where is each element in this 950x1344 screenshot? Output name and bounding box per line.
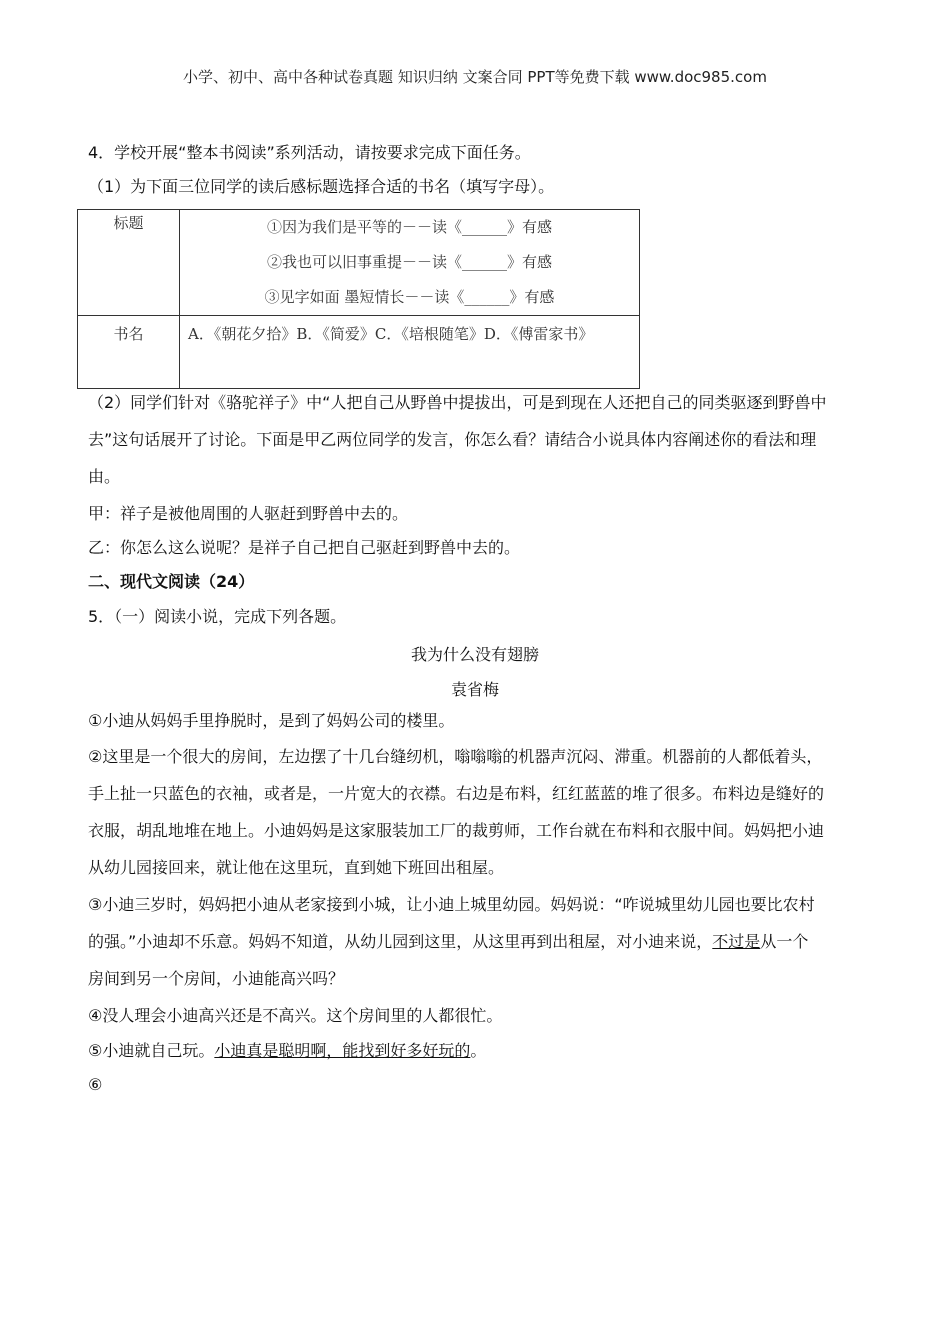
- paragraph-4: ④没人理会小迪高兴还是不高兴。这个房间里的人都很忙。: [88, 1006, 503, 1025]
- book-title-table: [77, 209, 640, 389]
- paragraph-2-line3: 衣服，胡乱地堆在地上。小迪妈妈是这家服装加工厂的裁剪师，工作台就在布料和衣服中间。妈妈把小迪: [88, 821, 825, 840]
- question-4-sub2-line3: 由。: [88, 467, 121, 486]
- question-4-stem: 4．学校开展“整本书阅读”系列活动，请按要求完成下面任务。: [88, 143, 531, 162]
- question-4-sub1: （1）为下面三位同学的读后感标题选择合适的书名（填写字母）。: [88, 177, 555, 196]
- table-label-title: 标题: [78, 210, 180, 316]
- story-author: 袁省梅: [450, 680, 499, 699]
- title-option-2: ②我也可以旧事重提－－读《______》有感: [266, 253, 552, 271]
- underlined-phrase-1: 不过是: [712, 932, 761, 951]
- student-yi-statement: 乙：你怎么这么说呢？是祥子自己把自己驱赶到野兽中去的。: [88, 538, 521, 557]
- paragraph-3-line2: 的强。”小迪却不乐意。妈妈不知道，从幼儿园到这里，从这里再到出租屋，对小迪来说，不过是从一个: [88, 932, 809, 951]
- paragraph-3-line3: 房间到另一个房间，小迪能高兴吗？: [88, 969, 345, 988]
- paragraph-2-line1: ②这里是一个很大的房间，左边摆了十几台缝纫机，嗡嗡嗡的机器声沉闷、滞重。机器前的人都低着头，: [88, 747, 823, 766]
- paragraph-1: ①小迪从妈妈手里挣脱时，是到了妈妈公司的楼里。: [88, 711, 455, 730]
- table-titles-cell: [180, 210, 640, 316]
- table-label-books: 书名: [78, 316, 180, 389]
- paragraph-5: ⑤小迪就自己玩。小迪真是聪明啊，能找到好多好玩的。: [88, 1041, 487, 1060]
- student-jia-statement: 甲：祥子是被他周围的人驱赶到野兽中去的。: [88, 504, 409, 523]
- paragraph-2-line2: 手上扯一只蓝色的衣袖，或者是，一片宽大的衣襟。右边是布料，红红蓝蓝的堆了很多。布料边是缝好的: [88, 784, 825, 803]
- story-title: 我为什么没有翅膀: [410, 645, 539, 664]
- title-option-1: ①因为我们是平等的－－读《______》有感: [266, 218, 552, 236]
- paragraph-2-line4: 从幼儿园接回来，就让他在这里玩，直到她下班回出租屋。: [88, 858, 505, 877]
- question-5-stem: 5．（一）阅读小说，完成下列各题。: [88, 607, 347, 626]
- section-2-heading: 二、现代文阅读（24）: [88, 572, 255, 591]
- question-4-sub2-line2: 去”这句话展开了讨论。下面是甲乙两位同学的发言，你怎么看？请结合小说具体内容阐述你的看法和理: [88, 430, 817, 449]
- question-4-sub2-line1: （2）同学们针对《骆驼祥子》中“人把自己从野兽中提拔出，可是到现在人还把自己的同类驱逐到野兽中: [88, 393, 827, 412]
- title-option-3: ③见字如面 墨短情长－－读《______》有感: [264, 288, 555, 306]
- paragraph-6: ⑥: [88, 1075, 103, 1094]
- paragraph-3-line1: ③小迪三岁时，妈妈把小迪从老家接到小城，让小迪上城里幼园。妈妈说：“咋说城里幼儿园也要比农村: [88, 895, 815, 914]
- underlined-phrase-2: 小迪真是聪明啊，能找到好多好玩的: [214, 1041, 471, 1060]
- page-header: 小学、初中、高中各种试卷真题 知识归纳 文案合同 PPT等免费下载 www.doc985.com: [183, 68, 767, 86]
- table-books-cell: A．《朝花夕拾》B．《简爱》C．《培根随笔》D．《傅雷家书》: [180, 316, 640, 389]
